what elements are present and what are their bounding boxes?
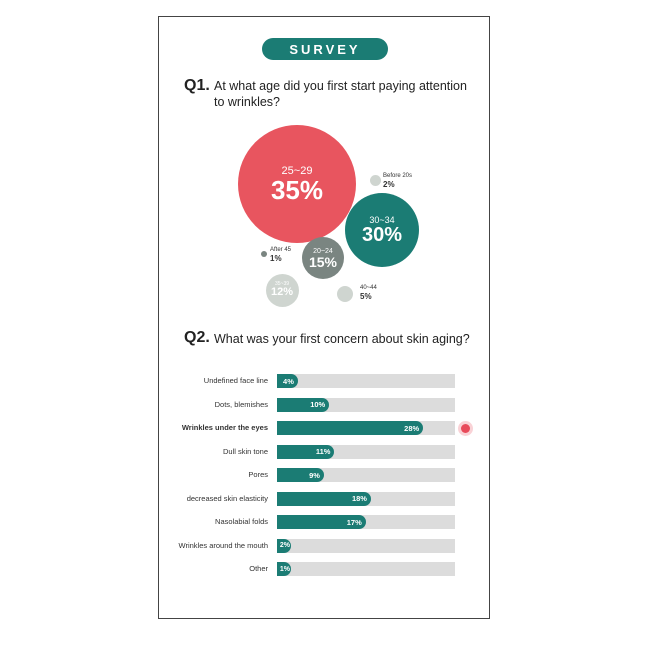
bubble-30-34 — [345, 193, 419, 267]
bar-label-undefined-face-line: Undefined face line — [203, 376, 268, 385]
bubble-percent: 2% — [383, 180, 395, 189]
bar-label-wrinkles-under-the-eyes: Wrinkles under the eyes — [181, 423, 268, 432]
q1-number: Q1. — [184, 77, 210, 94]
bubble-after-45 — [261, 251, 267, 257]
bar-track-decreased-skin-elasticity — [277, 492, 455, 506]
q1-question — [214, 78, 467, 110]
bar-undefined-face-line — [277, 374, 298, 388]
bubble-age-label: 40~44 — [360, 285, 377, 291]
bubble-percent: 12% — [270, 286, 294, 298]
bubble-age-label: 30~34 — [369, 214, 395, 225]
survey-title: SURVEY — [289, 41, 361, 57]
bubble-label-40-44 — [360, 285, 377, 301]
bubble-label-before-20s — [383, 173, 412, 189]
bar-value-label: 9% — [309, 470, 320, 480]
bar-track-other — [277, 562, 455, 576]
bubble-percent: 15% — [308, 253, 338, 270]
bubble-percent: 30% — [361, 223, 403, 246]
bubble-percent: 1% — [270, 254, 282, 263]
bar-track-undefined-face-line — [277, 374, 455, 388]
bar-track-dots-blemishes — [277, 398, 455, 412]
q1-question-line2: to wrinkles? — [214, 95, 280, 109]
bar-value-label: 17% — [346, 517, 362, 527]
bar-value-label: 2% — [279, 542, 290, 549]
bar-track-dull-skin-tone — [277, 445, 455, 459]
bar-track-wrinkles-under-the-eyes — [277, 421, 455, 435]
bubble-age-label: 20~24 — [313, 247, 333, 255]
bar-label-other: Other — [249, 564, 268, 573]
bar-value-label: 18% — [351, 494, 367, 503]
bar-track-wrinkles-around-the-mouth — [277, 539, 455, 553]
bar-track-pores — [277, 468, 455, 482]
bar-value-label: 10% — [310, 400, 326, 409]
bar-value-label: 4% — [283, 376, 294, 386]
bar-dull-skin-tone — [277, 445, 334, 459]
bar-label-pores: Pores — [248, 470, 268, 479]
bubble-20-24 — [302, 237, 344, 279]
bar-value-label: 1% — [279, 565, 290, 573]
bubble-before-20s — [370, 175, 381, 186]
bubble-25-29 — [238, 125, 356, 243]
bubble-percent: 35% — [270, 174, 324, 205]
bubble-age-label: 25~29 — [281, 164, 313, 177]
bar-other — [277, 562, 291, 576]
highlight-marker — [461, 424, 470, 433]
bubble-age-label: After 45 — [270, 247, 292, 253]
bar-label-dots-blemishes: Dots, blemishes — [214, 399, 268, 409]
bar-label-nasolabial-folds: Nasolabial folds — [215, 517, 268, 526]
q2-question: What was your first concern about skin aging? — [214, 332, 470, 346]
bar-dots-blemishes — [277, 398, 329, 412]
bubble-label-after-45 — [270, 247, 291, 263]
bar-decreased-skin-elasticity — [277, 492, 371, 506]
bubble-40-44 — [337, 286, 353, 302]
survey-title-badge — [262, 38, 388, 60]
bar-nasolabial-folds — [277, 515, 366, 529]
q1-question-line1: At what age did you first start paying attention — [214, 79, 467, 93]
q2-number: Q2. — [184, 329, 210, 346]
bar-label-dull-skin-tone: Dull skin tone — [222, 446, 268, 456]
bubble-percent: 5% — [360, 292, 372, 301]
bar-wrinkles-under-the-eyes — [277, 421, 423, 435]
bar-pores — [277, 468, 324, 482]
bubble-age-label: 35~39 — [274, 281, 290, 287]
bar-label-wrinkles-around-the-mouth: Wrinkles around the mouth — [178, 540, 268, 550]
bar-label-decreased-skin-elasticity: decreased skin elasticity — [186, 493, 268, 503]
bar-wrinkles-around-the-mouth — [277, 539, 291, 553]
bar-value-label: 11% — [315, 447, 331, 456]
bar-value-label: 28% — [404, 423, 420, 433]
bubble-35-39 — [266, 274, 299, 307]
bubble-age-label: Before 20s — [383, 173, 413, 179]
bar-track-nasolabial-folds — [277, 515, 455, 529]
